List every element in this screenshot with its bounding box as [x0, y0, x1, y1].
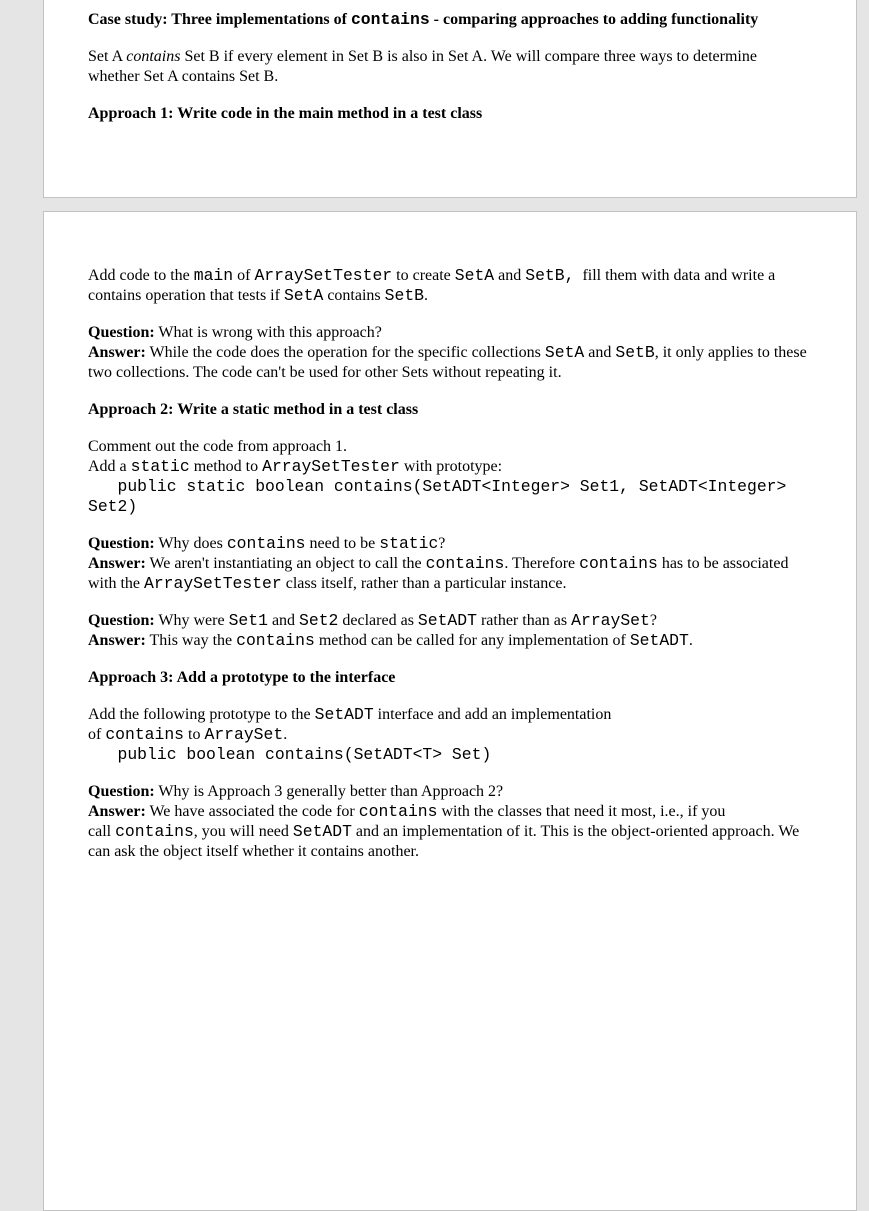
text-run: Approach 3: Add a prototype to the interface — [88, 669, 396, 686]
text-run: method can be called for any implementation of — [314, 632, 630, 649]
paragraph — [88, 437, 812, 517]
text-run: Question: — [88, 612, 155, 629]
text-run: What is wrong with this approach? — [154, 324, 382, 341]
text-run: and — [494, 267, 526, 284]
text-run: ? — [649, 612, 657, 629]
code-text: SetB — [384, 286, 424, 305]
text-run: Answer: — [88, 344, 146, 361]
text-run: Comment out the code from approach 1. — [88, 438, 348, 455]
paragraph — [88, 534, 812, 594]
text-run: and an implementation of it. This is the object-oriented approach. We — [351, 823, 800, 840]
text-run: Question: — [88, 324, 155, 341]
text-run: . Therefore — [504, 555, 580, 572]
text-run: Why is Approach 3 generally better than Approach 2? — [154, 783, 504, 800]
code-text: contains — [105, 725, 185, 744]
text-run: , you will need — [193, 823, 293, 840]
code-text: Set2) — [88, 497, 138, 516]
text-run: . — [283, 726, 288, 743]
code-text: main — [193, 266, 234, 285]
text-run: We aren't instantiating an object to call the — [145, 555, 426, 572]
code-text: SetADT — [417, 611, 477, 630]
text-run: Add a — [88, 458, 131, 475]
text-run: Set A — [88, 48, 127, 65]
section-heading — [88, 10, 812, 30]
paragraph — [88, 266, 812, 306]
text-run: can ask the object itself whether it contains another. — [88, 843, 419, 860]
text-run: need to be — [305, 535, 380, 552]
text-run: interface and add an implementation — [373, 706, 612, 723]
text-run: . — [424, 287, 428, 304]
code-text: static — [130, 457, 190, 476]
code-text: SetADT — [314, 705, 374, 724]
code-text: SetA — [454, 266, 495, 285]
code-text: contains — [579, 554, 658, 573]
text-run: of — [88, 726, 106, 743]
code-text: SetADT — [292, 822, 352, 841]
text-run: with prototype: — [399, 458, 503, 475]
code-text: contains — [236, 631, 315, 650]
text-run: While the code does the operation for the specific collections — [145, 344, 545, 361]
code-text: ArraySet — [571, 611, 650, 630]
text-run: contains — [323, 287, 385, 304]
text-run: contains — [126, 48, 181, 65]
code-text: static — [379, 534, 439, 553]
text-run: has to be associated — [657, 555, 789, 572]
text-run: rather than as — [476, 612, 572, 629]
code-text: contains — [425, 554, 505, 573]
text-run: class itself, rather than a particular instance. — [281, 575, 567, 592]
code-text: contains — [115, 822, 194, 841]
text-run: and — [267, 612, 300, 629]
text-run: We have associated the code for — [145, 803, 359, 820]
text-run: whether Set A contains Set B. — [88, 68, 279, 85]
code-text: public static boolean contains(SetADT<Integer> Set1, SetADT<Integer> — [88, 477, 787, 496]
text-run: Approach 1: Write code in the main method in a test class — [88, 105, 483, 122]
text-run: Add code to the — [88, 267, 194, 284]
paragraph — [88, 705, 812, 765]
paragraph — [88, 323, 812, 383]
section-heading — [88, 104, 812, 124]
paragraph — [88, 611, 812, 651]
text-run: Answer: — [88, 555, 146, 572]
text-run: fill them with data and write a — [574, 267, 776, 284]
code-text: SetADT — [629, 631, 689, 650]
text-run: Answer: — [88, 632, 146, 649]
paragraph — [88, 782, 812, 862]
code-text: contains — [226, 534, 306, 553]
code-text: ArraySetTester — [254, 266, 393, 285]
code-text: Set2 — [299, 611, 339, 630]
text-run: Why does — [154, 535, 227, 552]
section-heading — [88, 400, 812, 420]
code-text: SetA — [544, 343, 585, 362]
text-run: to — [184, 726, 205, 743]
text-run: - comparing approaches to adding functionality — [429, 11, 759, 28]
text-run: with the — [88, 575, 144, 592]
text-run: Set B if every element in Set B is also in Set A. We will compare three ways to determine — [180, 48, 757, 65]
code-text: SetB — [615, 343, 655, 362]
text-run: method to — [189, 458, 263, 475]
section-heading — [88, 668, 812, 688]
text-run: of — [233, 267, 255, 284]
text-run: two collections. The code can't be used for other Sets without repeating it. — [88, 364, 562, 381]
text-run: Case study: Three implementations of — [88, 11, 351, 28]
text-run: , it only applies to these — [654, 344, 807, 361]
text-run: This way the — [145, 632, 237, 649]
code-text: SetA — [283, 286, 324, 305]
code-text: contains — [358, 802, 438, 821]
paragraph — [88, 47, 812, 87]
text-run: to create — [392, 267, 455, 284]
text-run: ? — [438, 535, 446, 552]
document-page-1 — [43, 0, 857, 198]
code-text: ArraySetTester — [262, 457, 400, 476]
code-text: SetB, — [525, 266, 575, 285]
text-run: Add the following prototype to the — [88, 706, 315, 723]
text-run: and — [584, 344, 616, 361]
text-run: declared as — [338, 612, 418, 629]
text-run: Question: — [88, 783, 155, 800]
code-text: ArraySetTester — [144, 574, 282, 593]
document-page-2 — [43, 211, 857, 1211]
code-text: Set1 — [228, 611, 268, 630]
text-run: call — [88, 823, 116, 840]
text-run: . — [688, 632, 693, 649]
code-text: contains — [350, 10, 430, 29]
text-run: Approach 2: Write a static method in a test class — [88, 401, 419, 418]
text-run: Question: — [88, 535, 155, 552]
code-text: ArraySet — [204, 725, 284, 744]
code-text: public boolean contains(SetADT<T> Set) — [88, 745, 492, 764]
text-run: Why were — [154, 612, 229, 629]
text-run: with the classes that need it most, i.e., if you — [437, 803, 726, 820]
text-run: Answer: — [88, 803, 146, 820]
text-run: contains operation that tests if — [88, 287, 284, 304]
